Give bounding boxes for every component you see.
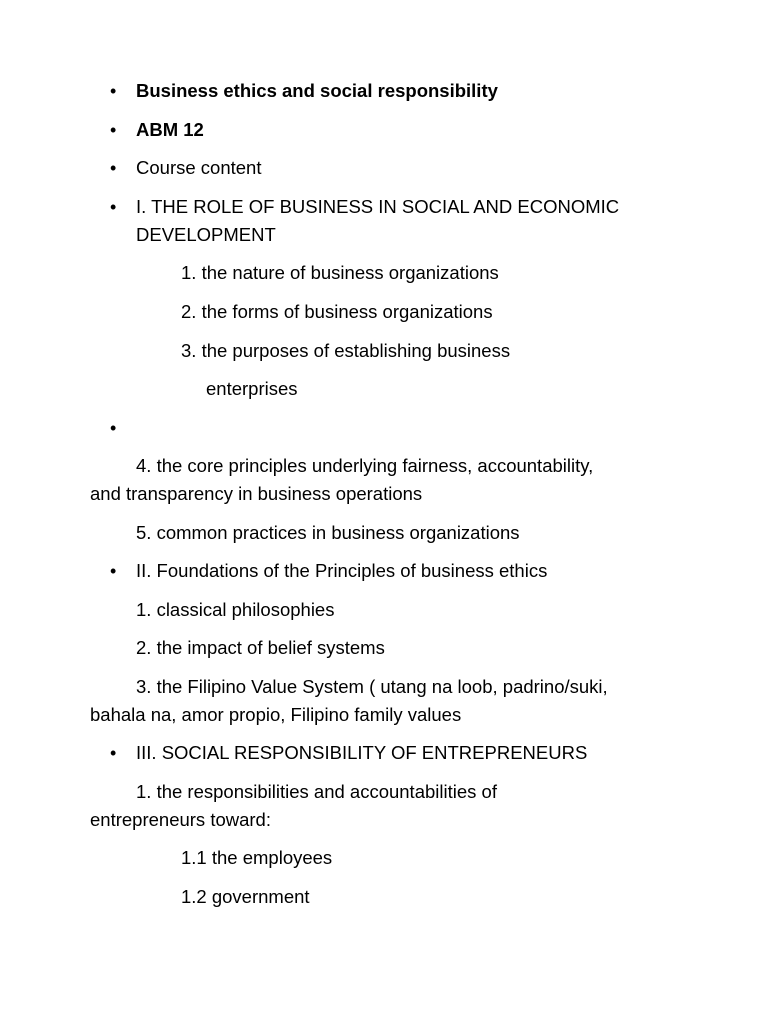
topic-item: 5. common practices in business organizations — [136, 522, 520, 543]
grade-level: ABM 12 — [136, 119, 204, 140]
bullet: • — [110, 561, 117, 581]
topic-item: 4. the core principles underlying fairness, accountability, — [136, 455, 594, 476]
bullet: • — [110, 197, 117, 217]
bullet: • — [110, 743, 117, 763]
sub-topic-item: 1.1 the employees — [181, 847, 333, 868]
topic-item: 1. the nature of business organizations — [181, 262, 499, 283]
unit-heading: II. Foundations of the Principles of business ethics — [136, 560, 548, 581]
topic-item: 3. the purposes of establishing business — [181, 340, 511, 361]
topic-item: 3. the Filipino Value System ( utang na loob, padrino/suki, — [136, 676, 608, 697]
topic-item: 2. the impact of belief systems — [136, 637, 385, 658]
document-title: Business ethics and social responsibility — [136, 80, 498, 101]
topic-item-continued: entrepreneurs toward: — [90, 809, 271, 830]
bullet: • — [110, 120, 117, 140]
sub-topic-item: 1.2 government — [181, 886, 310, 907]
topic-item-continued: and transparency in business operations — [90, 483, 423, 504]
unit-heading-continued: DEVELOPMENT — [136, 224, 276, 245]
topic-item: 2. the forms of business organizations — [181, 301, 493, 322]
topic-item: 1. the responsibilities and accountabilities of — [136, 781, 497, 802]
bullet: • — [110, 158, 117, 178]
empty-bullet: • — [110, 418, 117, 438]
bullet: • — [110, 81, 117, 101]
topic-item: 1. classical philosophies — [136, 599, 335, 620]
unit-heading: I. THE ROLE OF BUSINESS IN SOCIAL AND ECONOMIC — [136, 196, 620, 217]
topic-item-continued: enterprises — [206, 378, 298, 399]
topic-item-continued: bahala na, amor propio, Filipino family values — [90, 704, 462, 725]
unit-heading: III. SOCIAL RESPONSIBILITY OF ENTREPRENEURS — [136, 742, 588, 763]
section-label: Course content — [136, 157, 262, 178]
